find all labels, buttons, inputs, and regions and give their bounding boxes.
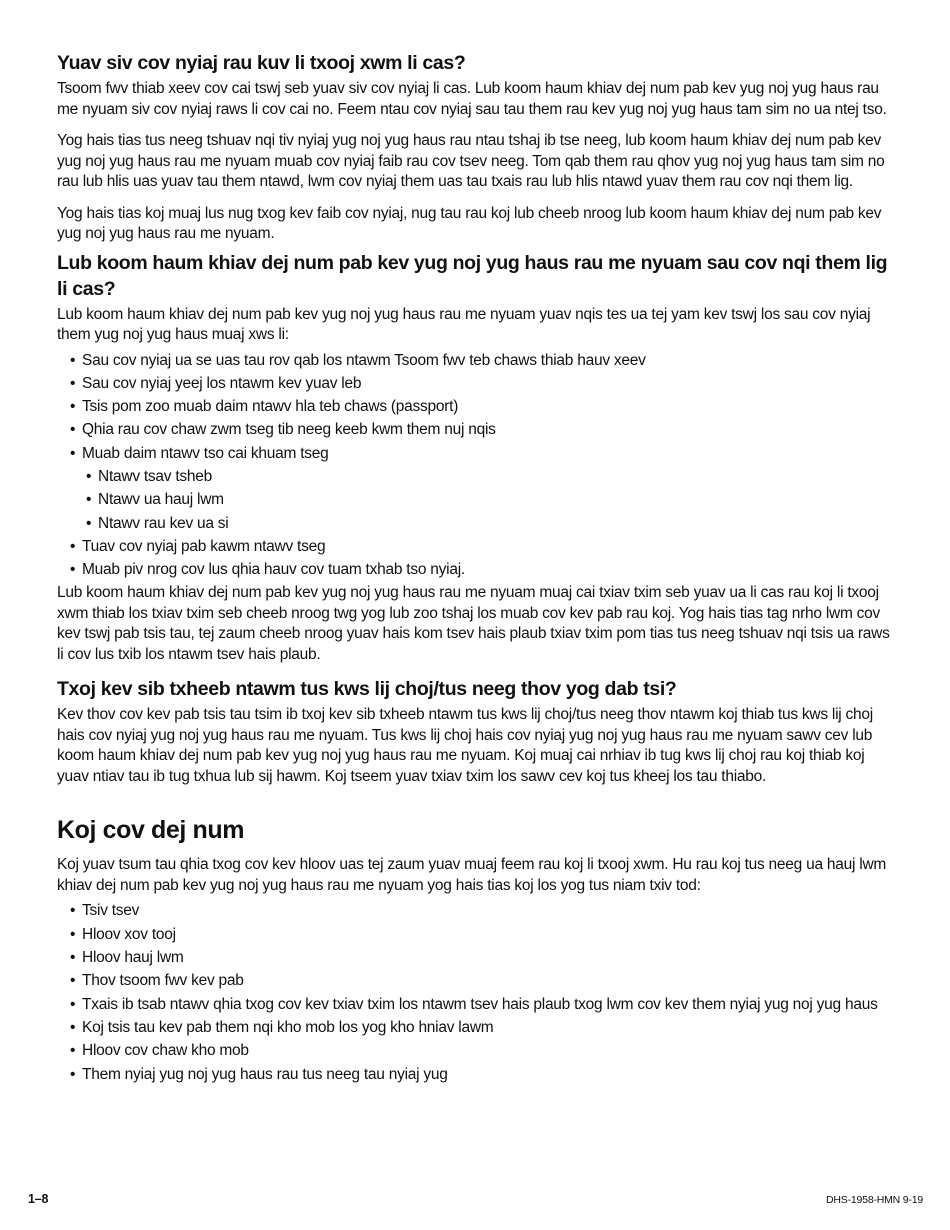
list-item: • Sau cov nyiaj ua se uas tau rov qab los ntawm Tsoom fwv teb chaws thiab hauv xeev: [57, 351, 897, 372]
list-item: • Tsiv tsev: [57, 901, 897, 922]
list-item: • Hloov xov tooj: [57, 925, 897, 946]
paragraph: Yog hais tias tus neeg tshuav nqi tiv nyiaj yug noj yug haus rau ntau tshaj ib tse neeg, lub koom haum khiav dej num pab kev yug noj yug haus rau me nyuam muab cov nyiaj faib rau cov tsev neeg. Tom qab them rau qhov yug noj yug haus tam sim no rau lub hlis uas yuav tau them ntawd, lwm cov nyiaj them uas tau txais rau lub hlis ntawd yuav them rau cov nqi them lig.: [57, 132, 885, 190]
list-item: • Muab daim ntawv tso cai khuam tseg: [57, 444, 897, 465]
page-content: [57, 50, 897, 1088]
list-item: • Hloov hauj lwm: [57, 948, 897, 969]
sub-list-item: • Ntawv tsav tsheb: [57, 467, 897, 488]
paragraph: Lub koom haum khiav dej num pab kev yug noj yug haus rau me nyuam muaj cai txiav txim seb yuav ua li cas rau koj li txooj xwm thiab los txiav txim seb cheeb nroog twg yog lub zoo tshaj los muab cov kev pab rau koj. Yog hais tias tag nrho lwm cov kev tswj pab tsis tau, tej zaum cheeb nroog yuav hais kom tsev hais plaub txiav txim pom tias tus neeg tshuav nqi tsis ua raws li cov lus txib los ntawm tsev hais plaub.: [57, 584, 890, 663]
sub-list-item: • Ntawv rau kev ua si: [57, 514, 897, 535]
enforcement-list: [57, 351, 897, 581]
list-item: • Txais ib tsab ntawv qhia txog cov kev txiav txim los ntawm tsev hais plaub txog lwm cov kev them nyiaj yug noj yug haus: [57, 995, 897, 1016]
list-item: • Hloov cov chaw kho mob: [57, 1041, 897, 1062]
list-item: • Tuav cov nyiaj pab kawm ntawv tseg: [57, 537, 897, 558]
paragraph: Koj yuav tsum tau qhia txog cov kev hloov uas tej zaum yuav muaj feem rau koj li txooj xwm. Hu rau koj tus neeg ua hauj lwm khiav dej num pab kev yug noj yug haus rau me nyuam yog hais tias koj los yog tus niam txiv tod:: [57, 856, 887, 894]
sub-list-item: • Ntawv ua hauj lwm: [57, 490, 897, 511]
paragraph: Yog hais tias koj muaj lus nug txog kev faib cov nyiaj, nug tau rau koj lub cheeb nroog lub koom haum khiav dej num pab kev yug noj yug haus rau me nyuam.: [57, 204, 882, 242]
paragraph: Lub koom haum khiav dej num pab kev yug noj yug haus rau me nyuam yuav nqis tes ua tej yam kev tswj los sau cov nyiaj them yug noj yug haus muaj xws li:: [57, 305, 871, 343]
section-heading-attorney-client: Txoj kev sib txheeb ntawm tus kws lij choj/tus neeg thov yog dab tsi?: [57, 678, 677, 701]
paragraph: Tsoom fwv thiab xeev cov cai tswj seb yuav siv cov nyiaj li cas. Lub koom haum khiav dej num pab kev yug noj yug haus rau me nyuam siv cov nyiaj raws li cov cai no. Feem ntau cov nyiaj sau tau them rau kev yug noj yug haus tam sim no ua ntej tso.: [57, 80, 887, 118]
section-heading-your-responsibilities: Koj cov dej num: [57, 816, 245, 845]
form-id: DHS-1958-HMN 9-19: [826, 1194, 923, 1206]
list-item: • Tsis pom zoo muab daim ntawv hla teb chaws (passport): [57, 397, 897, 418]
responsibilities-list: [57, 901, 897, 1085]
page-number: 1–8: [28, 1192, 49, 1206]
list-item: • Muab piv nrog cov lus qhia hauv cov tuam txhab tso nyiaj.: [57, 560, 897, 581]
list-item: • Koj tsis tau kev pab them nqi kho mob los yog kho hniav lawm: [57, 1018, 897, 1039]
list-item: • Sau cov nyiaj yeej los ntawm kev yuav leb: [57, 374, 897, 395]
list-item: • Thov tsoom fwv kev pab: [57, 971, 897, 992]
paragraph: Kev thov cov kev pab tsis tau tsim ib txoj kev sib txheeb ntawm tus kws lij choj/tus neeg thov ntawm koj thiab tus kws lij choj hais cov nyiaj yug noj yug haus rau me nyuam. Tus kws lij choj hais cov nyiaj yug noj yug haus rau me nyuam sawv cev lub koom haum khiav dej num pab kev yug noj yug haus rau me nyuam. Koj muaj cai nrhiav ib tug kws lij choj rau koj thiab koj yuav ntiav tau ib tug txhua lub sij hawm. Koj tseem yuav txiav txim los sawv cev koj tus kheej los tau thiabo.: [57, 706, 873, 785]
section-heading-how-money-used: Yuav siv cov nyiaj rau kuv li txooj xwm li cas?: [57, 52, 466, 74]
list-item: • Them nyiaj yug noj yug haus rau tus neeg tau nyiaj yug: [57, 1065, 897, 1086]
list-item: • Qhia rau cov chaw zwm tseg tib neeg keeb kwm them nuj nqis: [57, 420, 897, 441]
section-heading-collect-past-due: Lub koom haum khiav dej num pab kev yug noj yug haus rau me nyuam sau cov nqi them lig li cas?: [57, 251, 888, 300]
